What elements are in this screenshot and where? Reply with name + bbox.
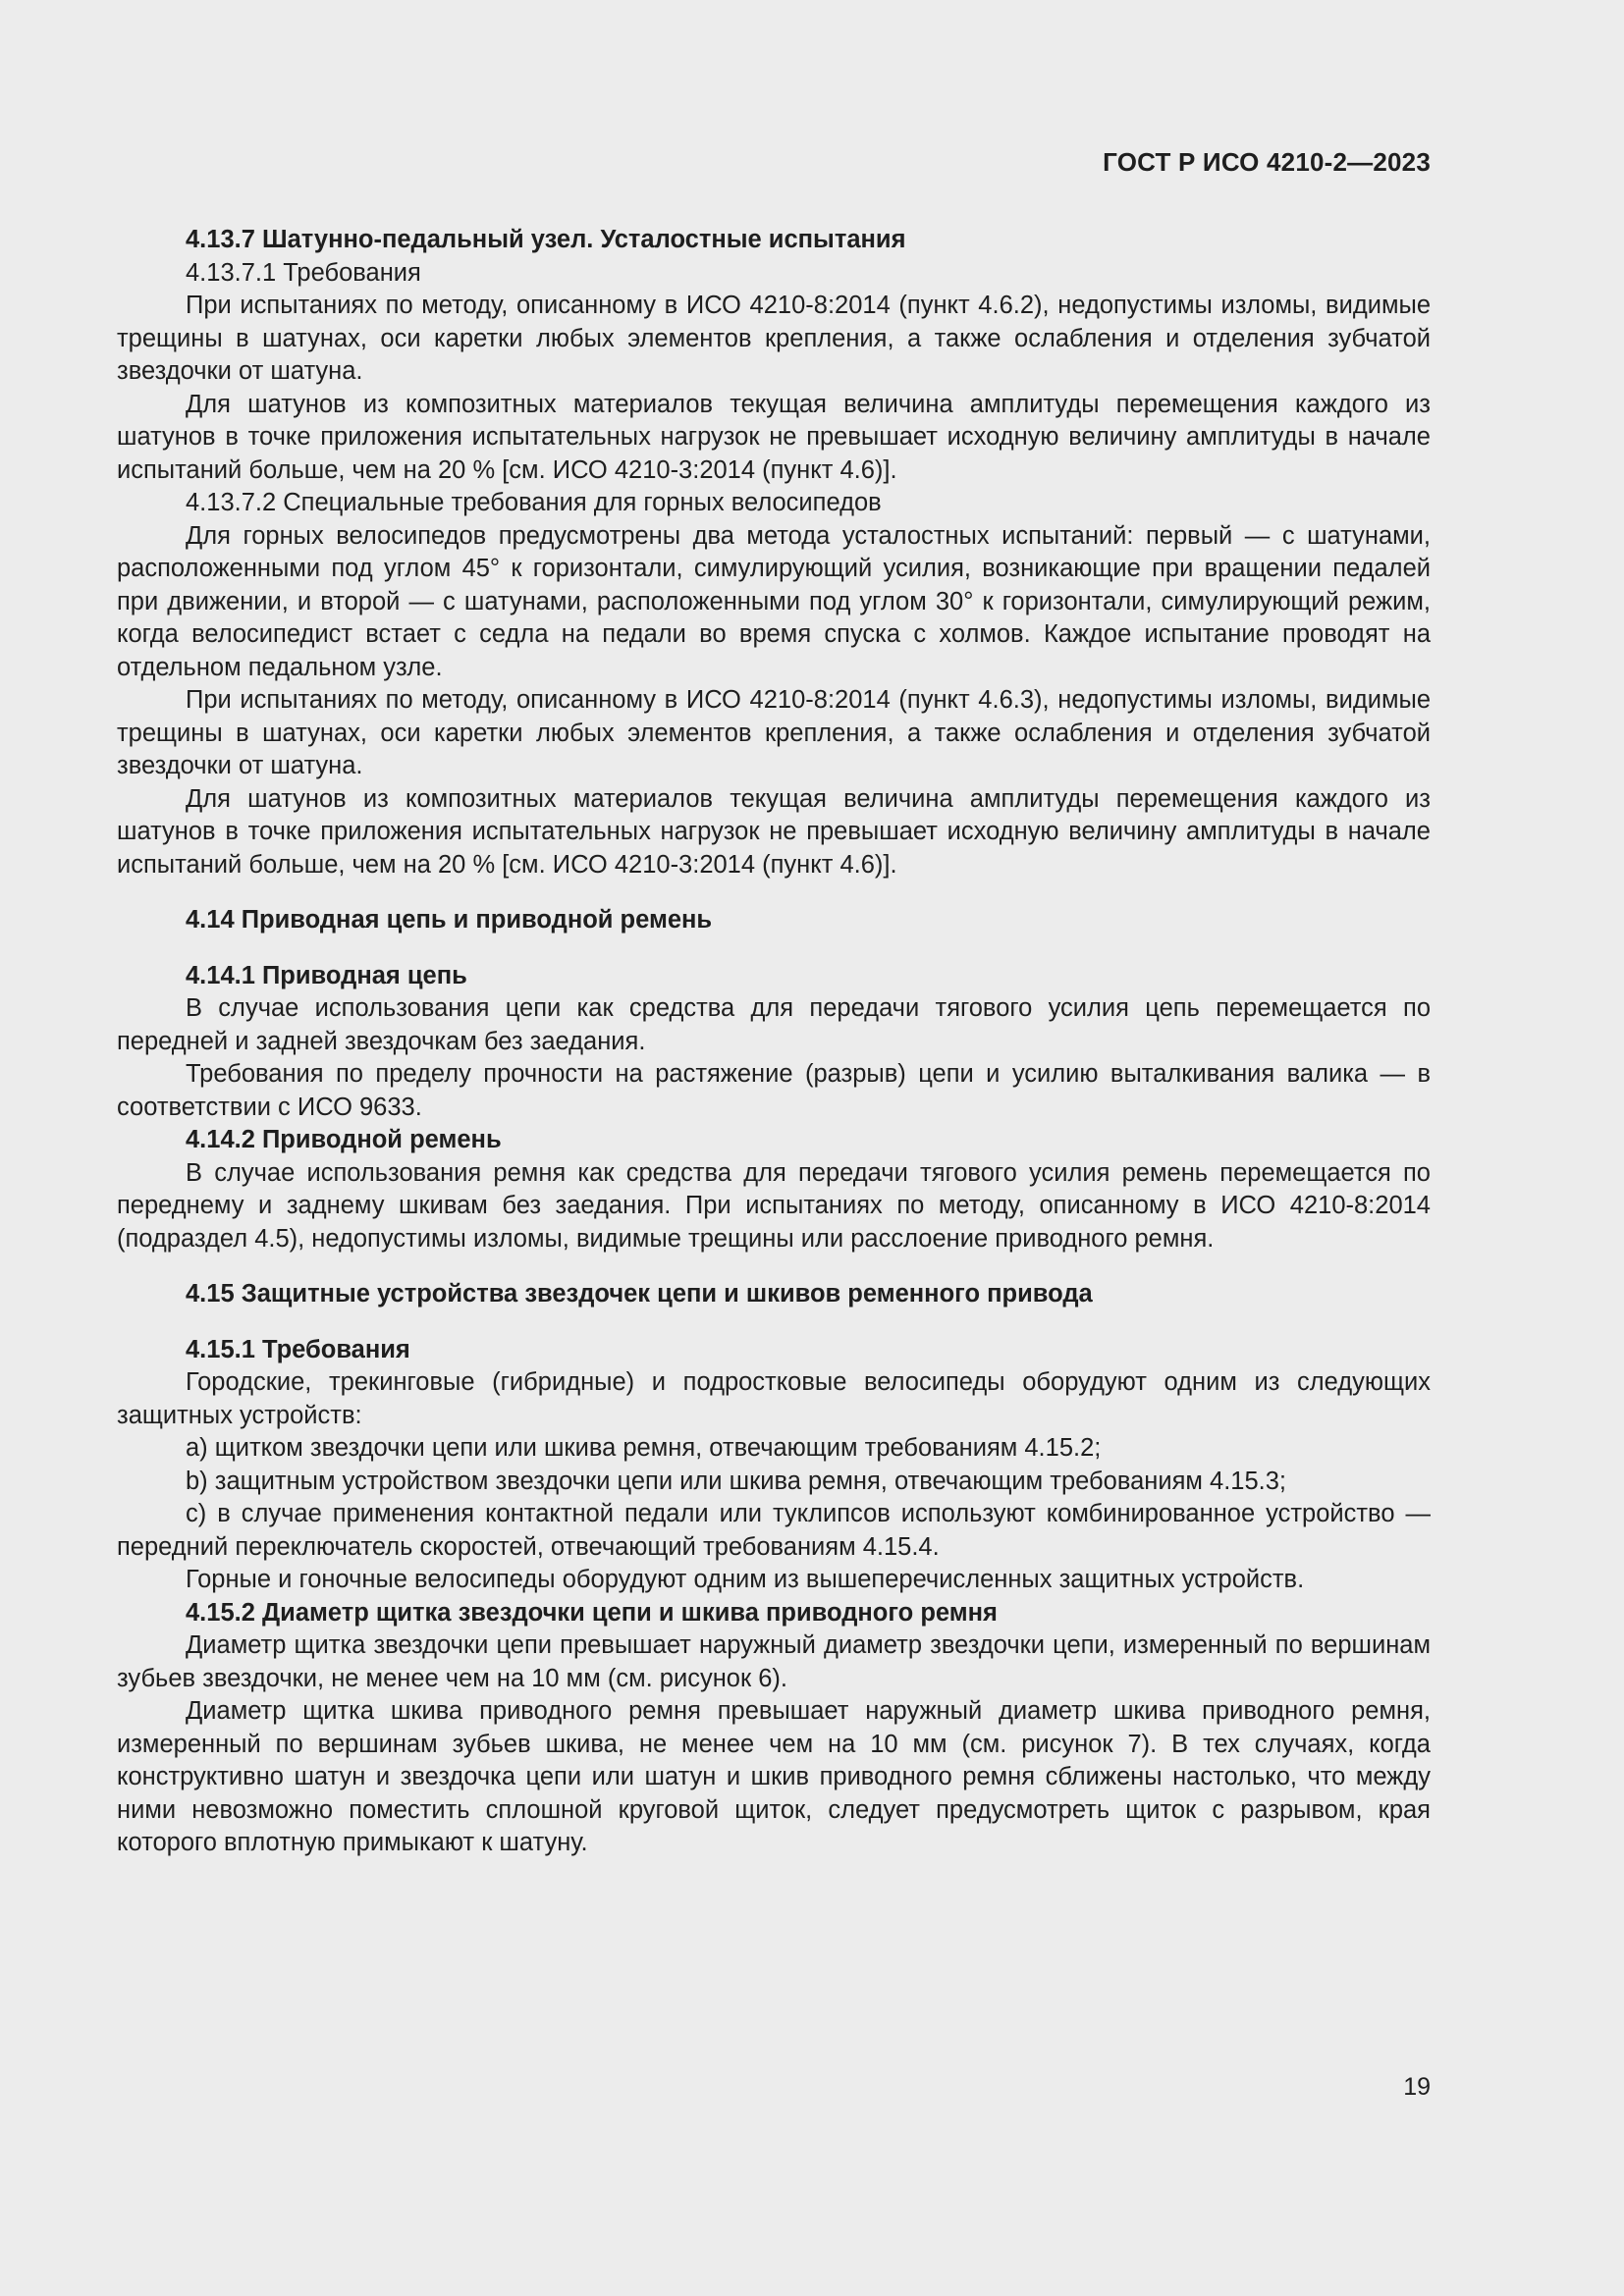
paragraph: Диаметр щитка шкива приводного ремня превышает наружный диаметр шкива приводного ремня, измеренный по вершинам зубьев шкива, не менее чем на 10 мм (см. рисунок 7). В тех случаях, когда конструктивно шатун и звездочка цепи или шатун и шкив приводного ремня сближены настолько, что между ними невозможно поместить сплошной круговой щиток, следует предусмотреть щиток с разрывом, края которого вплотную примыкают к шатуну. xyxy=(117,1697,1431,1856)
subsection-title: 4.15.1 Требования xyxy=(186,1335,410,1363)
paragraph: Для шатунов из композитных материалов текущая величина амплитуды перемещения каждого из шатунов в точке приложения испытательных нагрузок не превышает исходную величину амплитуды в начале испытаний больше, чем на 20 % [см. ИСО 4210-3:2014 (пункт 4.6)]. xyxy=(117,784,1431,879)
list-item: с) в случае применения контактной педали или туклипсов используют комбинированное устройство — передний переключатель скоростей, отвечающий требованиям 4.15.4. xyxy=(117,1500,1431,1561)
paragraph: При испытаниях по методу, описанному в ИСО 4210-8:2014 (пункт 4.6.3), недопустимы изломы, видимые трещины в шатунах, оси каретки любых элементов крепления, а также ослабления и отделения зубчатой звездочки от шатуна. xyxy=(117,686,1431,779)
subsection-title: 4.14.1 Приводная цепь xyxy=(186,961,467,989)
subsection-title: 4.14.2 Приводной ремень xyxy=(186,1126,502,1153)
paragraph: Требования по пределу прочности на растяжение (разрыв) цепи и усилию выталкивания валика — в соответствии с ИСО 9633. xyxy=(117,1060,1431,1121)
list-item: а) щитком звездочки цепи или шкива ремня, отвечающим требованиям 4.15.2; xyxy=(186,1434,1102,1462)
document-body xyxy=(117,224,1431,1860)
paragraph: Для горных велосипедов предусмотрены два метода усталостных испытаний: первый — с шатунами, расположенными под углом 45° к горизонтали, симулирующий усилия, возникающие при вращении педалей при движении, и второй — с шатунами, расположенными под углом 30° к горизонтали, симулирующий режим, когда велосипедист встает с седла на педали во время спуска с холмов. Каждое испытание проводят на отдельном педальном узле. xyxy=(117,521,1431,681)
paragraph: В случае использования цепи как средства для передачи тягового усилия цепь перемещается по передней и задней звездочкам без заедания. xyxy=(117,994,1431,1055)
paragraph: Диаметр щитка звездочки цепи превышает наружный диаметр звездочки цепи, измеренный по вершинам зубьев звездочки, не менее чем на 10 мм (см. рисунок 6). xyxy=(117,1631,1431,1692)
page-number: 19 xyxy=(1403,2073,1431,2101)
section-title: 4.14 Приводная цепь и приводной ремень xyxy=(186,906,713,934)
subsection-title: 4.13.7.2 Специальные требования для горных велосипедов xyxy=(186,489,882,516)
subsection-title: 4.13.7.1 Требования xyxy=(186,258,421,287)
paragraph: При испытаниях по методу, описанному в ИСО 4210-8:2014 (пункт 4.6.2), недопустимы изломы, видимые трещины в шатунах, оси каретки любых элементов крепления, а также ослабления и отделения зубчатой звездочки от шатуна. xyxy=(117,292,1431,385)
section-title: 4.13.7 Шатунно-педальный узел. Усталостные испытания xyxy=(186,226,906,253)
subsection-title: 4.15.2 Диаметр щитка звездочки цепи и шкива приводного ремня xyxy=(186,1598,998,1627)
paragraph: Для шатунов из композитных материалов текущая величина амплитуды перемещения каждого из шатунов в точке приложения испытательных нагрузок не превышает исходную величину амплитуды в начале испытаний больше, чем на 20 % [см. ИСО 4210-3:2014 (пункт 4.6)]. xyxy=(117,390,1431,484)
document-header: ГОСТ Р ИСО 4210-2—2023 xyxy=(1103,147,1431,177)
list-item: b) защитным устройством звездочки цепи или шкива ремня, отвечающим требованиям 4.15.3; xyxy=(186,1467,1287,1495)
paragraph: Городские, трекинговые (гибридные) и подростковые велосипеды оборудуют одним из следующих защитных устройств: xyxy=(117,1368,1431,1429)
paragraph: Горные и гоночные велосипеды оборудуют одним из вышеперечисленных защитных устройств. xyxy=(186,1566,1305,1593)
section-title: 4.15 Защитные устройства звездочек цепи и шкивов ременного привода xyxy=(186,1280,1093,1308)
paragraph: В случае использования ремня как средства для передачи тягового усилия ремень перемещается по переднему и заднему шкивам без заедания. При испытаниях по методу, описанному в ИСО 4210-8:2014 (подраздел 4.5), недопустимы изломы, видимые трещины или расслоение приводного ремня. xyxy=(117,1158,1431,1253)
